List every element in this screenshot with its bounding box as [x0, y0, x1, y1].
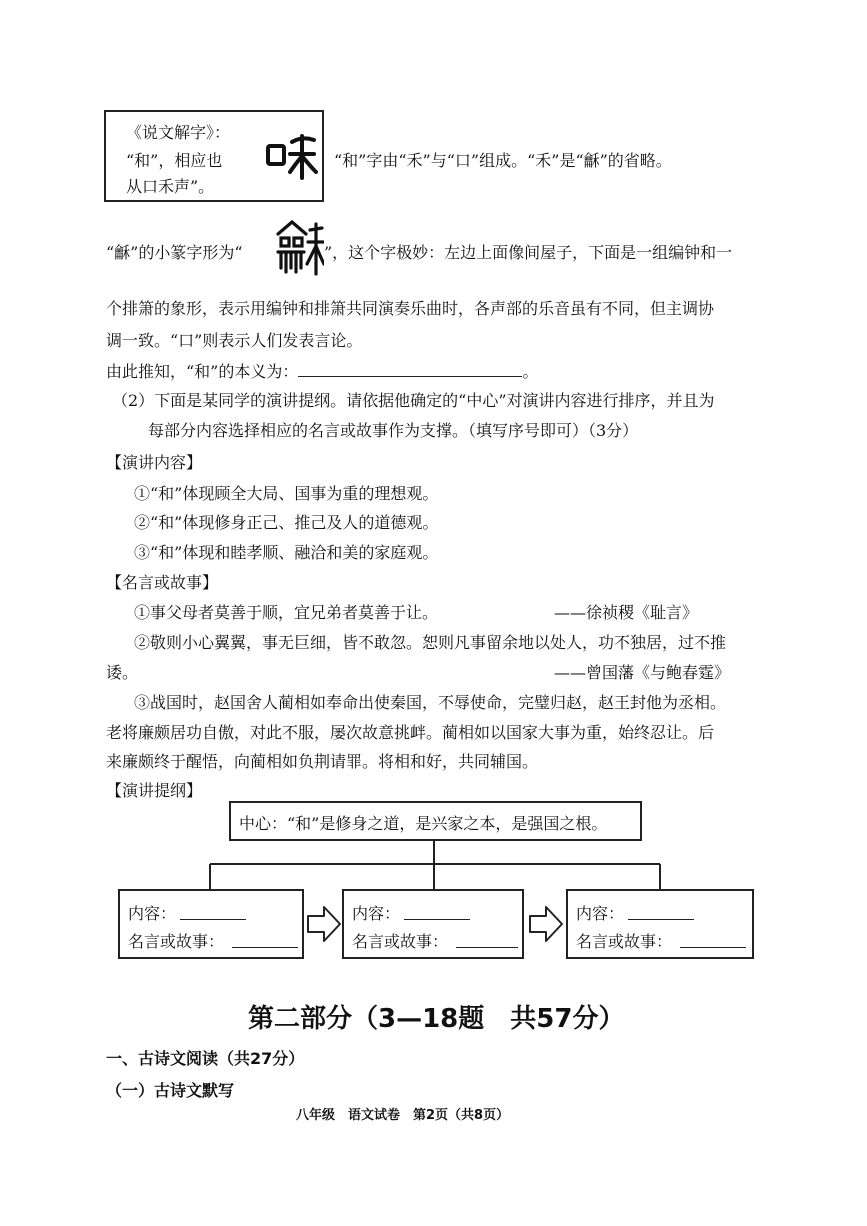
part-2-title: 第二部分（3—18题 共57分）: [248, 1004, 625, 1034]
question-2-line-1: （2）下面是某同学的演讲提纲。请依据他确定的“中心”对演讲内容进行排序，并且为: [112, 391, 715, 410]
story-3-line-2: 老将廉颇居功自傲，对此不服，屡次故意挑衅。蔺相如以国家大事为重，始终忍让。后: [106, 723, 715, 742]
inference-end: 。: [522, 362, 539, 381]
content-answer-blank-1[interactable]: [180, 919, 246, 920]
outline-center-box: [229, 801, 642, 841]
quote-line-1: 《说文解字》：: [126, 123, 231, 142]
outline-part-box-1: [118, 889, 304, 959]
arrow-right-icon: [306, 904, 342, 944]
quote-line-3: 从口禾声”。: [126, 177, 215, 196]
inference-label: 由此推知，“和”的本义为：: [106, 362, 299, 381]
quote-label: 名言或故事：: [352, 932, 449, 951]
speech-content-heading: 【演讲内容】: [106, 453, 203, 472]
quote-answer-blank-1[interactable]: [232, 947, 298, 948]
he-paragraph-line-2: 个排箫的象形，表示用编钟和排箫共同演奏乐曲时，各声部的乐音虽有不同，但主调协: [106, 299, 715, 318]
quote-2-line-1: ②敬则小心翼翼，事无巨细，皆不敢忽。恕则凡事留余地以处人，功不独居，过不推: [134, 633, 727, 652]
content-label: 内容：: [352, 904, 401, 923]
quote-2-line-2: 诿。: [106, 663, 139, 682]
section-1-heading: 一、古诗文阅读（共27分）: [106, 1049, 305, 1068]
speech-content-item: ②“和”体现修身正己、推己及人的道德观。: [134, 513, 439, 532]
question-2-line-2: 每部分内容选择相应的名言或故事作为支撑。（填写序号即可）（3分）: [148, 421, 639, 440]
subsection-1-heading: （一）古诗文默写: [106, 1081, 235, 1100]
quote-1-source: ——徐祯稷《耻言》: [554, 603, 699, 622]
speech-content-item: ①“和”体现顾全大局、国事为重的理想观。: [134, 484, 439, 503]
quote-label: 名言或故事：: [128, 932, 225, 951]
he-seal-intro-right: ”，这个字极妙：左边上面像间屋子，下面是一组编钟和一: [324, 243, 733, 262]
outline-heading: 【演讲提纲】: [106, 781, 203, 800]
he-paragraph-line-3: 调一致。“口”则表示人们发表言论。: [106, 331, 363, 350]
quote-answer-blank-3[interactable]: [680, 947, 746, 948]
arrow-right-icon: [528, 904, 564, 944]
he-composition-text: “和”字由“禾”与“口”组成。“禾”是“龢”的省略。: [334, 151, 672, 170]
outline-part-box-2: [342, 889, 524, 959]
content-answer-blank-3[interactable]: [628, 919, 694, 920]
quote-1-text: ①事父母者莫善于顺，宜兄弟者莫善于让。: [134, 603, 439, 622]
story-3-line-1: ③战国时，赵国舍人蔺相如奉命出使秦国，不辱使命，完璧归赵，赵王封他为丞相。: [134, 693, 727, 712]
content-answer-blank-2[interactable]: [404, 919, 470, 920]
content-label: 内容：: [128, 904, 177, 923]
quote-2-source: ——曾国藩《与鲍春霆》: [554, 663, 731, 682]
quotes-stories-heading: 【名言或故事】: [106, 573, 219, 592]
story-3-line-3: 来廉颇终于醒悟，向蔺相如负荆请罪。将相和好，共同辅国。: [106, 752, 539, 771]
speech-content-item: ③“和”体现和睦孝顺、融洽和美的家庭观。: [134, 543, 439, 562]
quote-label: 名言或故事：: [576, 932, 673, 951]
quote-line-2: “和”，相应也: [126, 151, 223, 170]
outline-center-text: 中心：“和”是修身之道，是兴家之本，是强国之根。: [239, 814, 608, 833]
page-footer: 八年级 语文试卷 第2页（共8页）: [296, 1108, 510, 1123]
he-seal-intro-left: “龢”的小篆字形为“: [106, 243, 243, 262]
outline-part-box-3: [566, 889, 754, 959]
content-label: 内容：: [576, 904, 625, 923]
quote-answer-blank-2[interactable]: [456, 947, 518, 948]
